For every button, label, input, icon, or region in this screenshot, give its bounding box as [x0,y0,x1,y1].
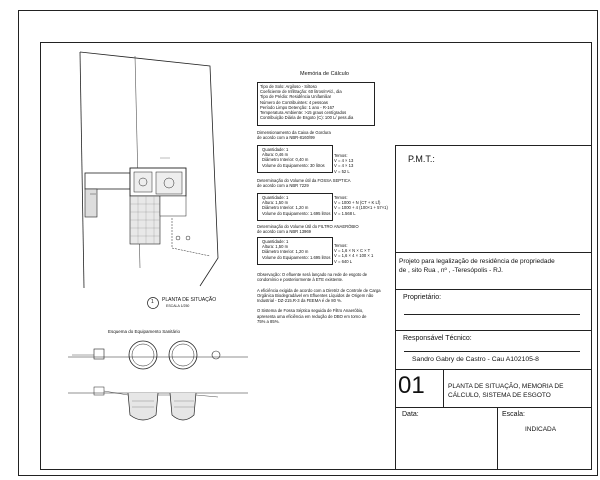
tb-top-line [395,145,592,146]
tb-line [395,252,592,253]
tb-line [443,369,444,407]
formula-line: Temos: [334,153,348,158]
escala-label: Escala: [502,411,525,418]
caixa-heading-1: Dimensionamento da Caixa de Gordura [257,130,331,135]
formula-line: V = 1,6 × 4 × 100 × 1 [334,253,374,259]
filtro-box [257,237,333,265]
filtro-formula [334,243,373,264]
filtro-item: Diâmetro Interior: 1,20 m [262,249,309,255]
soil-param-line: Período Limpo Detenção: 1 ano - R-167 [260,104,335,110]
sheet-number: 01 [398,372,425,399]
formula-line: V = 1000 + 4 (100×1 + 57×1) [334,205,388,211]
fossa-box [257,193,333,221]
observation-line: condomínio e posteriormente à ETE existente. [257,277,344,283]
soil-param-line: Contribuição Diária de Esgoto (C): 100 L/ pess.dia [260,115,354,121]
filtro-section [257,224,359,234]
soil-param-line: Temperatura Ambiente: >15 graus centígrados [260,110,347,116]
situation-number: 1 [151,299,154,305]
site-plan-drawing [60,48,260,298]
formula-line: Temos: [334,243,348,248]
fossa-item: Altura: 1,50 m [262,200,289,206]
proprietario-label: Proprietário: [403,294,442,301]
project-text [399,257,555,275]
tb-left-line [395,145,396,470]
formula-line: V = 640 L [334,258,353,264]
responsavel-label: Responsável Técnico: [403,335,472,342]
sheet-title-line-2: CÁLCULO, SISTEMA DE ESGOTO [448,392,551,399]
filtro-item: Altura: 1,50 m [262,244,289,250]
situation-title: PLANTA DE SITUAÇÃO [162,297,217,303]
observation-line: Observação: O efluente será lançado na rede de esgoto de [257,272,368,277]
caixa-item: Volume do Equipamento: 30 litros [262,162,325,168]
caixa-heading-2: de acordo com a NBR-8160/99 [257,135,315,141]
observation-line: Industrial - DZ-215.R-3 da FEEMA é de 80 %. [257,298,342,304]
data-label: Data: [402,411,419,418]
proprietario-line [404,314,580,315]
soil-param-line: Tipo de Prédio: Residência Unifamiliar [260,94,332,100]
soil-param-line: Tipo de Solo: Argiloso - Siltoso [260,84,317,89]
sheet-title-line-1: PLANTA DE SITUAÇÃO, MEMORIA DE [448,383,564,390]
project-text-line-2: de , sito Rua , nº , -Teresópolis - RJ. [399,267,503,274]
formula-line: V = 4 × 13 [334,158,354,164]
situation-scale: ESCALA 1/250 [166,304,190,308]
fossa-item: Diâmetro Interior: 1,20 m [262,205,309,211]
memoria-title: Memória de Cálculo [300,71,349,77]
soil-params-box [257,82,375,126]
fossa-heading-1: Determinação do Volume útil da FOSSA SEPTICA [257,178,351,183]
caixa-item: Quantidade: 1 [262,147,289,152]
sanitary-scheme-drawing [58,335,258,435]
tb-line [395,330,592,331]
responsavel-line [404,351,580,352]
tb-line [395,369,592,370]
caixa-gordura-section [257,130,331,140]
filtro-item: Quantidade: 1 [262,239,289,244]
fossa-formula [334,195,388,216]
observations [257,272,381,324]
tb-line [497,407,498,470]
observation-line: apresenta uma eficiência em redução de DBO em torno de [257,313,367,319]
observation-line: Orgânica Biodegradável em Efluentes Líquidos de Origem não [257,292,374,298]
fossa-heading-2: de acordo com a NBR 7229 [257,183,309,189]
responsavel-name: Sandro Gabry de Castro - Cau A102105-8 [412,356,539,363]
caixa-gordura-box [257,145,333,173]
esquema-title: Esquema do Equipamento Sanitário [108,329,181,334]
filtro-heading-2: de acordo com a NBR 13969 [257,229,312,235]
formula-line: V = 1000 + N (CT + K Lf) [334,200,381,206]
filtro-heading-1: Determinação do Volume Útil do FILTRO ANAERÓBIO [257,224,359,229]
escala-value: INDICADA [525,426,557,433]
project-text-line-1: Projeto para legalização de residência de propriedade [399,258,555,265]
formula-line: V = 52 L [334,168,350,174]
caixa-item: Diâmetro Interior: 0,40 m [262,157,309,163]
fossa-item: Quantidade: 1 [262,195,289,200]
observation-line: A eficiência exigida de acordo com a Diretriz de Controle de Carga [257,287,381,293]
tb-line [395,289,592,290]
soil-param-line: Coeficiente de Infiltração: 60 litros/m²/d., dia [260,89,342,95]
observation-line: O Sistema de Fossa Séptica seguida de Filtro Anaeróbio, [257,308,364,314]
formula-line: V = 4 × 13 [334,163,354,169]
formula-line: Temos: [334,195,348,200]
sheet-title [448,382,563,400]
fossa-item: Volume do Equipamento: 1.695 litros [262,210,331,216]
formula-line: V = 1,6 × N × C × T [334,248,371,254]
observation-line: 75% a 85%. [257,318,280,324]
fossa-section [257,178,351,188]
soil-param-line: Número de Contribuintes: 4 pessoas [260,99,328,105]
formula-line: V = 1.568 L [334,210,356,216]
tb-line [395,407,592,408]
pmt-label: P.M.T.: [408,154,435,164]
caixa-formula [334,153,353,174]
caixa-item: Altura: 0,46 m [262,152,289,158]
filtro-item: Volume do Equipamento: 1.695 litros [262,254,331,260]
